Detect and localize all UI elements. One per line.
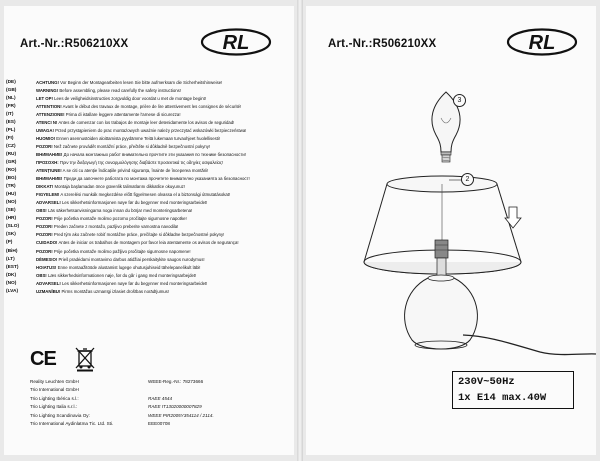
company-line: Trio Lighting Ibérica s.l.: (30, 395, 79, 401)
weee-line: WEEE PIR2005Y354114 / 2114. (148, 412, 214, 418)
warning-lead: CUIDADO! (36, 240, 58, 246)
language-code: (ES) (6, 119, 16, 125)
warning-body: Než začnete provádět montážní práce, přečtěte si důkladně bezpečnostní pokyny! (52, 143, 211, 149)
warning-lead: LET OP! (36, 95, 53, 101)
weee-line: RAEE 4544 (148, 395, 173, 401)
warning-lead: ATTENZIONE! (36, 111, 65, 117)
warning-body: Læs sikkerhedsinformationen nøje, før du går i gang med monteringsarbejdet! (46, 272, 197, 278)
warning-lead: OBS! (36, 208, 47, 214)
language-code: (BiH) (6, 248, 18, 254)
warning-lead: ACHTUNG! (36, 79, 59, 85)
callout-3: 3 (453, 94, 466, 107)
warning-lead: ADVARSEL! (36, 280, 61, 286)
warning-body: Ennen asennustöiden aloittamista pyydämme Teitä lukemaan turvaohjeet huolellisesti! (55, 135, 221, 141)
warning-lead: ВНИМАНИЕ! (36, 176, 63, 182)
article-number: Art.-Nr.:R506210XX (328, 38, 437, 50)
spec-bulb: 1x E14 max.40W (458, 392, 547, 404)
language-code: (RU) (6, 151, 17, 157)
language-code: (P) (6, 240, 13, 246)
language-code: (EST) (6, 264, 19, 270)
warning-lead: HUOMIO! (36, 135, 56, 141)
company-line: Trio Lighting Scandinavia Oy: (30, 412, 90, 418)
warning-body: Avant le début des travaux de montage, prière de lire attentivement les consignes de sécurité! (61, 103, 242, 109)
language-code: (GR) (6, 159, 17, 165)
language-code: (IT) (6, 111, 14, 117)
language-code: (SLO) (6, 224, 20, 230)
warning-body: Antes de comenzar con los trabajos de montaje leer detenidamente los avisos de seguridad! (57, 119, 235, 125)
company-line: Trio International Aydinlatma Tic. Ltd. Sti. (30, 421, 114, 427)
warning-lead: POZOR! (36, 248, 53, 254)
language-code: (SK) (6, 232, 16, 238)
warning-body: Pred tým ako začnete robiť montážne práce, prečítajte si dôkladne bezpečnostné pokyny! (52, 232, 225, 238)
warning-body: Läs säkerhetsanvisningarna noga innan du börjar med monteringsarbetena! (46, 208, 193, 214)
warning-lead: DIKKAT! (36, 184, 54, 190)
warning-body: A szerelési munkák megkezdése előtt figyelmesen olvassa el a biztonsági útmutatásokat! (59, 192, 231, 198)
warning-lead: WARNING! (36, 87, 59, 93)
language-code: (LT) (6, 256, 15, 262)
warning-body: Pirms montāžas uzmanīgi izlasiet drošības norādījumus! (60, 288, 170, 294)
warning-lead: POZOR! (36, 143, 53, 149)
warning-lead: ΠΡΟΣΟΧΗ: (36, 159, 59, 165)
warning-lead: DĖMESIO! (36, 256, 58, 262)
weee-line: EEE00708 (148, 421, 170, 427)
warning-lead: POZOR! (36, 232, 53, 238)
weee-line: WEEE-Reg.-Nr.: 78273666 (148, 379, 204, 384)
warning-body: Before assembling, please read carefully the safety instructions! (58, 87, 181, 93)
weee-line: RAEE IT13020000007829 (148, 404, 202, 410)
warning-body: Prieš pradėdami montavimo darbus atidžiai perskaitykite saugos nurodymus! (57, 256, 205, 262)
logo-text: RL (528, 32, 556, 54)
power-cable-illustration (463, 335, 596, 355)
warning-body: Enne montaažitööde alustamist lugege ohutusjuhiseid tähelepanelikult läbi! (56, 264, 201, 270)
callout-2: 2 (461, 173, 474, 186)
language-code: (RO) (6, 168, 17, 174)
language-code: (PL) (6, 127, 16, 133)
electrical-spec-box (452, 371, 574, 409)
language-code: (NO) (6, 200, 17, 206)
warning-lead: OBS! (36, 272, 47, 278)
company-line: Trio Lighting Italia s.r.l.: (30, 404, 78, 410)
warning-lead: POZOR! (36, 224, 53, 230)
warning-body: Przed przystąpieniem do prac montażowych uważnie należy przeczytać wskazówki bezpieczeństwa! (53, 127, 247, 133)
warning-body: Vor Beginn der Montagearbeiten lesen Sie bitte aufmerksam die Sicherheitshinweise! (58, 79, 223, 85)
warning-body: Prije početka montaže molimo pozorno pročitajte sigurnosne napotke! (52, 216, 187, 222)
lamp-base-illustration (405, 275, 478, 349)
language-code: (DK) (6, 272, 17, 278)
warning-lead: ADVARSEL! (36, 200, 61, 206)
warning-body: Antes de iniciar os trabalhos de montagem por favor leia atentamente os avisos de segurança! (57, 240, 239, 246)
warning-body: A se citi cu atenție îndicațiile privind siguranța, înainte de începerea montării! (61, 168, 209, 174)
language-code: (HR) (6, 216, 17, 222)
warning-lead: UWAGA! (36, 127, 54, 133)
language-code: (SE) (6, 208, 16, 214)
warning-lead: FIGYELEM! (36, 192, 60, 198)
language-code: (BG) (6, 176, 17, 182)
language-code: (NL) (6, 95, 16, 101)
company-line: Reality Leuchten GmbH (30, 379, 79, 384)
language-code: (GB) (6, 87, 17, 93)
language-code: (NO) (6, 280, 17, 286)
warning-body: Lees de veiligheidsinstructies zorgvuldig door voordat u met de montage begint! (52, 95, 207, 101)
warning-lead: ВНИМАНИЕ! (36, 151, 63, 157)
warning-lead: ATTENTION! (36, 103, 62, 109)
article-number: Art.-Nr.:R506210XX (20, 38, 129, 50)
warning-lead: HOIATUS! (36, 264, 57, 270)
logo-text: RL (222, 32, 250, 54)
spec-voltage: 230V~50Hz (458, 376, 515, 388)
language-code: (LVA) (6, 288, 19, 294)
warning-body: Πριν την διεξαγωγή της συναρμολόγησης διαβάστε προσεκτικά τις οδηγίες ασφαλείας! (58, 159, 224, 165)
language-code: (FI) (6, 135, 14, 141)
warning-body: Prije početka montaže molimo pažljivo pročitajte sigurnosne napomene! (52, 248, 191, 254)
language-code: (TR) (6, 184, 16, 190)
warning-body: Les sikkerhetsinformasjonen nøye før du begynner med monteringsarbeidet! (60, 280, 208, 286)
ce-mark: CE (30, 348, 56, 370)
warning-lead: POZOR! (36, 216, 53, 222)
language-code: (HU) (6, 192, 17, 198)
warning-body: Preden začnete z montažo, pazljivo preberite varnostna navodila! (52, 224, 179, 230)
warning-body: Montaja başlamadan önce güvenlik talimatlarını dikkatlice okuyunuz! (53, 184, 185, 190)
lamp-socket-illustration (435, 240, 448, 278)
language-code: (DE) (6, 79, 16, 85)
warning-lead: UZMANĪBU! (36, 288, 61, 294)
company-line: Trio International GmbH (30, 387, 79, 393)
warning-body: Преди да започнете работата по монтажа прочетете внимателно указанията за безопасност! (62, 176, 250, 182)
warning-body: До начала монтажных работ внимательно прочтите эти указания по технике безопасности! (62, 151, 246, 157)
warning-lead: ATENȚIUNE! (36, 168, 62, 174)
language-code: (CZ) (6, 143, 16, 149)
warning-body: Prima di istallare leggere attentamente l'arnese di sicurezza! (64, 111, 181, 117)
language-code: (FR) (6, 103, 16, 109)
warning-lead: ATENCI N! (36, 119, 58, 125)
warning-body: Les sikkerhetsinformasjonen nøye før du begynner med monteringsarbeidet! (60, 200, 208, 206)
